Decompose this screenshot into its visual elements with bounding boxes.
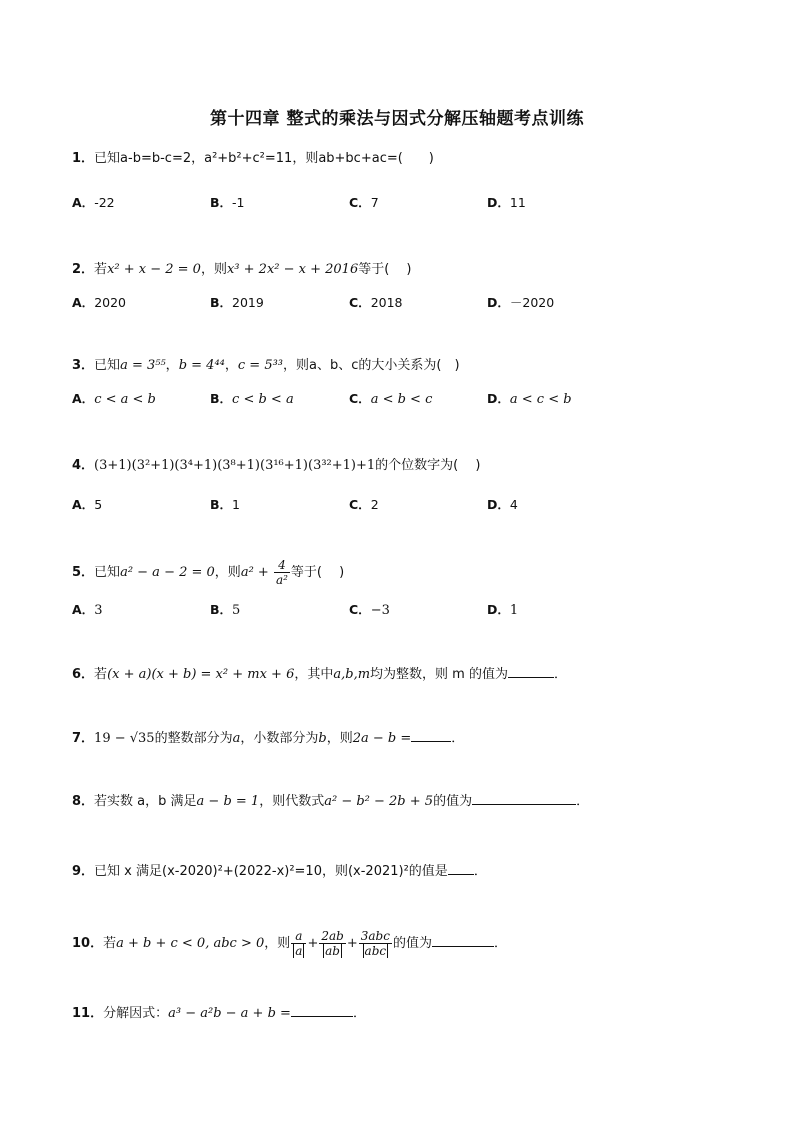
question-number: 9．: [72, 864, 95, 879]
question-number: 6．: [72, 667, 95, 682]
option-d[interactable]: D．a < c < b: [487, 391, 572, 407]
question-number: 7．: [72, 731, 95, 746]
math-expression: 2a − b =: [352, 731, 412, 746]
option-d[interactable]: D．11: [487, 195, 526, 210]
fraction: $\frac{\text{3abc}}{\text{abc}}$: [360, 929, 390, 958]
question-10: 10．若a + b + c < 0, abc > 0，则 $\frac{a}{a}$ + $\frac{2ab}{ab}$ + $\frac{\text{3abc}}{\text{abc}}$ 的值为 ．: [72, 929, 507, 958]
option-c[interactable]: C．7: [349, 195, 379, 210]
math-expression: a + b + c < 0, abc > 0: [116, 936, 265, 951]
question-text: 已知a-b=b-c=2，a²+b²+c²=11，则ab+bc+ac=( ): [94, 151, 434, 166]
math-expression: x² + x − 2 = 0: [107, 262, 201, 277]
question-5: 5．已知a² − a − 2 = 0，则a² + $\frac{4}{\text{a²}}$ 等于( ): [72, 558, 345, 587]
math-expression: (3+1)(3²+1)(3⁴+1)(3⁸+1)(3¹⁶+1)(3³²+1)+1: [94, 458, 376, 473]
option-c[interactable]: C．2: [349, 497, 379, 512]
option-d[interactable]: D．－2020: [487, 295, 555, 310]
math-expression: (x + a)(x + b) = x² + mx + 6: [107, 667, 295, 682]
page-title: 第十四章 整式的乘法与因式分解压轴题考点训练: [210, 109, 584, 129]
question-number: 8．: [72, 794, 95, 809]
fraction: $\frac{4}{\text{a²}}$: [275, 558, 288, 587]
option-c[interactable]: C．2018: [349, 295, 403, 310]
math-expression: 19 − √35: [94, 731, 155, 746]
option-a[interactable]: A．c < a < b: [72, 391, 156, 407]
question-number: 10．: [72, 936, 104, 951]
question-7: 7．19 − √35的整数部分为a，小数部分为b，则2a − b = ．: [72, 728, 464, 748]
fraction: $\frac{a}{a}$: [291, 929, 306, 958]
answer-blank[interactable]: [291, 1003, 353, 1017]
answer-blank[interactable]: [411, 728, 451, 742]
question-number: 1．: [72, 151, 95, 166]
fraction: $\frac{2ab}{ab}$: [321, 929, 344, 958]
math-expression: x³ + 2x² − x + 2016: [226, 262, 359, 277]
question-number: 5．: [72, 565, 95, 580]
math-expression: b = 4⁴⁴: [178, 358, 225, 373]
option-d[interactable]: D．1: [487, 602, 519, 618]
option-a[interactable]: A．2020: [72, 295, 126, 310]
question-11: 11．分解因式：a³ − a²b − a + b = ．: [72, 1003, 366, 1023]
option-a[interactable]: A．3: [72, 602, 103, 618]
question-3-options: [72, 389, 632, 407]
answer-blank[interactable]: [448, 861, 474, 875]
question-2: 2．若x² + x − 2 = 0，则x³ + 2x² − x + 2016等于( ): [72, 262, 412, 277]
question-8: 8．若实数 a，b 满足a − b = 1，则代数式a² − b² − 2b + 5的值为 ．: [72, 791, 589, 811]
option-d[interactable]: D．4: [487, 497, 518, 512]
question-1: [72, 150, 434, 168]
option-b[interactable]: B．1: [210, 497, 240, 512]
question-2-options: [72, 293, 632, 311]
question-number: 3．: [72, 358, 95, 373]
question-number: 4．: [72, 458, 95, 473]
option-b[interactable]: B．2019: [210, 295, 264, 310]
question-number: 11．: [72, 1006, 104, 1021]
question-3: 3．已知a = 3⁵⁵，b = 4⁴⁴，c = 5³³，则a、b、c的大小关系为( ): [72, 358, 460, 373]
math-expression: a² − a − 2 = 0: [120, 565, 215, 580]
math-expression: a = 3⁵⁵: [120, 358, 166, 373]
answer-blank[interactable]: [432, 933, 494, 947]
math-expression: a² − b² − 2b + 5: [324, 794, 434, 809]
question-4-options: [72, 495, 632, 513]
question-number: 2．: [72, 262, 95, 277]
math-expression: c = 5³³: [237, 358, 284, 373]
option-b[interactable]: B．5: [210, 602, 241, 618]
answer-blank[interactable]: [508, 664, 554, 678]
option-a[interactable]: A．-22: [72, 195, 115, 210]
math-expression: a³ − a²b − a + b =: [168, 1006, 291, 1021]
answer-blank[interactable]: [472, 791, 576, 805]
option-c[interactable]: C．a < b < c: [349, 391, 433, 407]
option-b[interactable]: B．-1: [210, 195, 245, 210]
option-c[interactable]: C．−3: [349, 602, 390, 618]
question-5-options: [72, 600, 632, 618]
option-a[interactable]: A．5: [72, 497, 103, 512]
question-9: 9．已知 x 满足(x-2020)²+(2022-x)²=10，则(x-2021)²的值是 ．: [72, 861, 487, 881]
question-1-options: [72, 193, 632, 211]
math-expression: a − b = 1: [196, 794, 260, 809]
question-4: 4．(3+1)(3²+1)(3⁴+1)(3⁸+1)(3¹⁶+1)(3³²+1)+1的个位数字为( ): [72, 458, 481, 473]
option-b[interactable]: B．c < b < a: [210, 391, 294, 407]
question-6: 6．若(x + a)(x + b) = x² + mx + 6，其中a,b,m均为整数，则 m 的值为 ．: [72, 664, 567, 684]
